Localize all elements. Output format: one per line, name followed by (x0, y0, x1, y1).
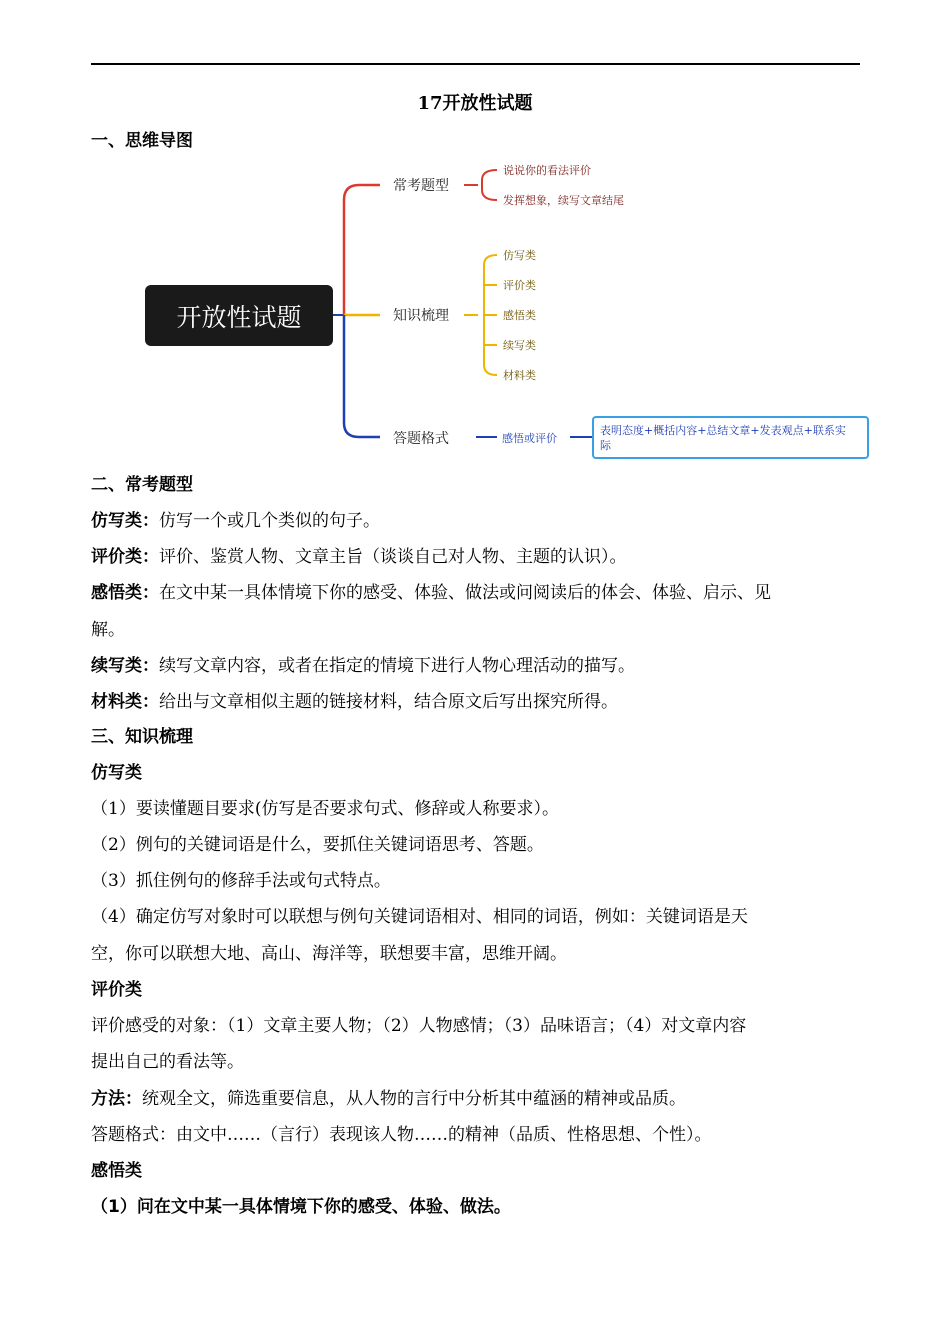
type-text: 在文中某一具体情境下你的感受、体验、做法或问阅读后的体会、体验、启示、见 (159, 583, 771, 603)
fangxie-point-2: （2）例句的关键词语是什么，要抓住关键词语思考、答题。 (91, 835, 544, 855)
pingjia-format: 答题格式：由文中……（言行）表现该人物……的精神（品质、性格思想、个性）。 (91, 1125, 712, 1145)
dati-format-line-2: 际 (600, 439, 611, 452)
type-text: 仿写一个或几个类似的句子。 (159, 511, 380, 531)
branch-label-dati: 答题格式 (393, 431, 449, 447)
zhishi-item-1: 仿写类 (503, 249, 536, 262)
type-term: 评价类： (91, 547, 159, 567)
type-term: 材料类： (91, 692, 159, 712)
mindmap-root-label: 开放性试题 (176, 303, 302, 332)
fangxie-point-4: （4）确定仿写对象时可以联想与例句关键词语相对、相同的词语，例如：关键词语是天 (91, 907, 748, 927)
type-pingjia (91, 545, 866, 569)
changkao-item-2: 发挥想象，续写文章结尾 (503, 194, 624, 207)
branch-label-zhishi: 知识梳理 (393, 308, 449, 324)
branch-connector-changkao (344, 185, 380, 315)
type-cailiao (91, 690, 866, 714)
fangxie-point-4-cont: 空，你可以联想大地、高山、海洋等，联想要丰富，思维开阔。 (91, 944, 567, 964)
type-ganwu (91, 581, 866, 605)
type-term: 仿写类： (91, 511, 159, 531)
section-heading-knowledge: 三、知识梳理 (91, 727, 193, 747)
type-term: 感悟类： (91, 583, 159, 603)
method-term: 方法： (91, 1089, 142, 1109)
pingjia-line-1: 评价感受的对象：（1）文章主要人物；（2）人物感情；（3）品味语言；（4）对文章内容 (91, 1016, 747, 1036)
subheading-fangxie: 仿写类 (91, 763, 142, 783)
type-text: 续写文章内容，或者在指定的情境下进行人物心理活动的描写。 (159, 656, 635, 676)
type-xuxie (91, 654, 866, 678)
section-heading-types: 二、常考题型 (91, 475, 193, 495)
branch-label-changkao: 常考题型 (393, 178, 449, 194)
type-fangxie (91, 509, 866, 533)
dati-format-line-1: 表明态度+概括内容+总结文章+发表观点+联系实 (600, 424, 846, 437)
zhishi-item-5: 材料类 (503, 369, 536, 382)
header-rule (91, 63, 860, 65)
zhishi-item-4: 续写类 (503, 339, 536, 352)
document-title: 17开放性试题 (417, 93, 533, 114)
method-text: 统观全文，筛选重要信息，从人物的言行中分析其中蕴涵的精神或品质。 (142, 1089, 686, 1109)
type-ganwu-cont: 解。 (91, 620, 125, 640)
zhishi-item-3: 感悟类 (503, 309, 536, 322)
subheading-ganwu: 感悟类 (91, 1161, 142, 1181)
subheading-pingjia: 评价类 (91, 980, 142, 1000)
ganwu-point-1: （1）问在文中某一具体情境下你的感受、体验、做法。 (91, 1197, 511, 1217)
section-heading-mindmap: 一、思维导图 (91, 131, 193, 151)
type-term: 续写类： (91, 656, 159, 676)
dati-item: 感悟或评价 (502, 432, 557, 445)
fangxie-point-1: （1）要读懂题目要求(仿写是否要求句式、修辞或人称要求）。 (91, 799, 559, 819)
changkao-item-1: 说说你的看法评价 (503, 164, 591, 177)
branch-connector-dati (344, 315, 380, 437)
pingjia-method (91, 1087, 866, 1111)
zhishi-item-2: 评价类 (503, 279, 536, 292)
pingjia-line-2: 提出自己的看法等。 (91, 1052, 244, 1072)
fangxie-point-3: （3）抓住例句的修辞手法或句式特点。 (91, 871, 391, 891)
type-text: 给出与文章相似主题的链接材料，结合原文后写出探究所得。 (159, 692, 618, 712)
mind-map (0, 160, 950, 460)
type-text: 评价、鉴赏人物、文章主旨（谈谈自己对人物、主题的认识）。 (159, 547, 627, 567)
